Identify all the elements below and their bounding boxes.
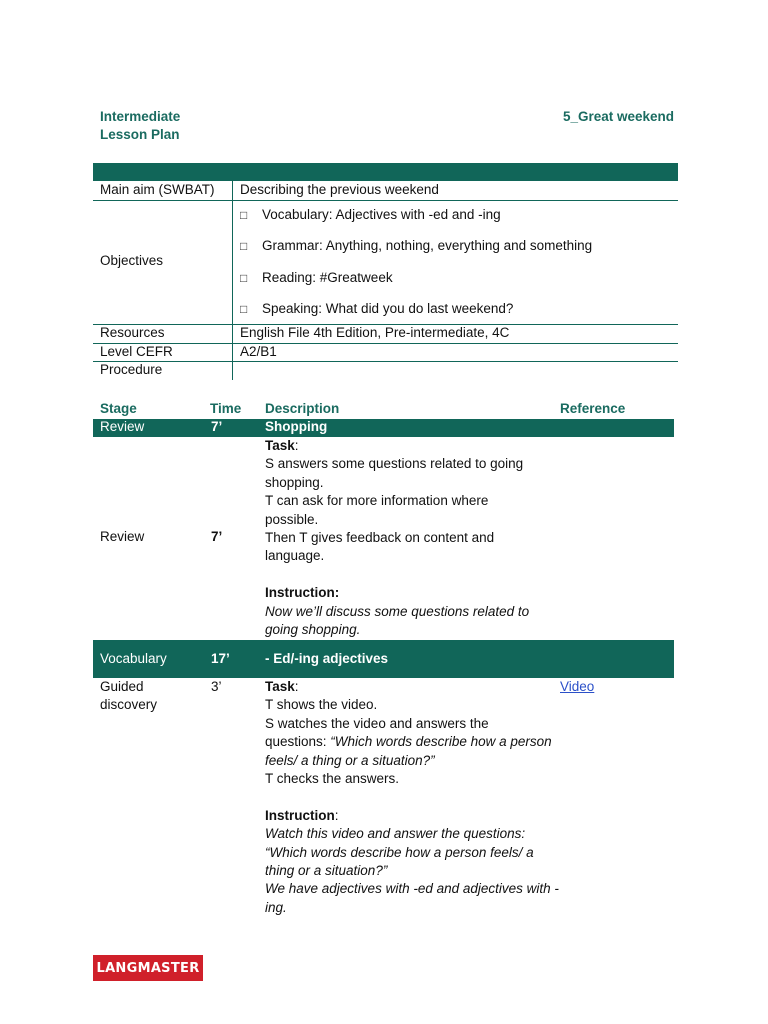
objective-text: Reading: #Greatweek [262, 270, 393, 285]
divider [93, 343, 678, 344]
level-cefr-value: A2/B1 [240, 344, 277, 359]
checkbox-bullet-icon: □ [240, 208, 248, 222]
task-line: language. [265, 548, 325, 564]
task-line: Then T gives feedback on content and [265, 530, 495, 546]
main-aim-value: Describing the previous weekend [240, 182, 439, 197]
objective-item [240, 270, 393, 285]
task-line: T can ask for more information where [265, 493, 489, 509]
guided-discovery-time: 3’ [211, 679, 222, 694]
column-divider [232, 181, 233, 380]
instruction-line: Watch this video and answer the questions: [265, 826, 526, 842]
doc-type-text: Lesson Plan [100, 127, 180, 142]
vocabulary-description [265, 678, 565, 917]
level-text: Intermediate [100, 109, 181, 124]
review-stage-bar [93, 419, 674, 437]
instruction-line: thing or a situation?” [265, 863, 388, 879]
stage-line: discovery [100, 697, 158, 713]
instruction-line: “Which words describe how a person feels/ a [265, 844, 534, 860]
task-line: feels/ a thing or a situation?” [265, 752, 435, 768]
table-header-bar [93, 163, 678, 181]
checkbox-bullet-icon: □ [240, 271, 248, 285]
objective-text: Grammar: Anything, nothing, everything and something [262, 238, 593, 253]
objective-text: Speaking: What did you do last weekend? [262, 301, 514, 316]
video-link[interactable]: Video [560, 679, 595, 694]
guided-discovery-stage [100, 678, 157, 715]
review-time: 7’ [211, 529, 223, 544]
objective-text: Vocabulary: Adjectives with -ed and -ing [262, 207, 501, 222]
task-line: S answers some questions related to going [265, 456, 524, 472]
level-title [100, 108, 180, 144]
stage-line: Guided [100, 679, 144, 694]
time-header: Time [210, 401, 242, 416]
review-bar-stage: Review [100, 419, 145, 434]
review-description [265, 437, 565, 639]
instruction-line: ing. [265, 899, 287, 915]
instruction-heading: Instruction: [265, 585, 340, 601]
reference-header: Reference [560, 401, 626, 416]
objective-item [240, 301, 513, 316]
objectives-label: Objectives [100, 253, 164, 268]
resources-label: Resources [100, 325, 165, 340]
instruction-line: going shopping. [265, 622, 361, 638]
description-header: Description [265, 401, 340, 416]
level-cefr-label: Level CEFR [100, 344, 173, 359]
checkbox-bullet-icon: □ [240, 302, 248, 316]
task-line: shopping. [265, 474, 324, 490]
langmaster-logo: LANGMASTER [93, 955, 203, 981]
instruction-line: Now we’ll discuss some questions related to [265, 603, 530, 619]
objective-item [240, 238, 592, 253]
task-line: T shows the video. [265, 697, 378, 713]
objective-item [240, 207, 501, 222]
task-line: questions: “Which words describe how a person [265, 734, 552, 750]
vocabulary-bar-title: - Ed/-ing adjectives [265, 651, 389, 666]
instruction-line: We have adjectives with -ed and adjectives with - [265, 881, 559, 897]
main-aim-label: Main aim (SWBAT) [100, 182, 215, 197]
task-heading: Task: [265, 438, 299, 453]
task-line: possible. [265, 511, 319, 527]
task-line: T checks the answers. [265, 771, 400, 787]
review-stage: Review [100, 529, 145, 544]
vocabulary-bar-time: 17’ [211, 651, 230, 666]
lesson-title: 5_Great weekend [562, 109, 674, 124]
task-line: S watches the video and answers the [265, 715, 489, 731]
procedure-label: Procedure [100, 362, 163, 377]
stage-header: Stage [100, 401, 137, 416]
resources-value: English File 4th Edition, Pre-intermediate, 4C [240, 325, 510, 340]
review-bar-title: Shopping [265, 419, 328, 434]
divider [93, 200, 678, 201]
checkbox-bullet-icon: □ [240, 239, 248, 253]
instruction-heading: Instruction: [265, 807, 339, 823]
vocabulary-bar-stage: Vocabulary [100, 651, 167, 666]
review-bar-time: 7’ [211, 419, 223, 434]
divider [93, 361, 678, 362]
task-heading: Task: [265, 679, 299, 694]
